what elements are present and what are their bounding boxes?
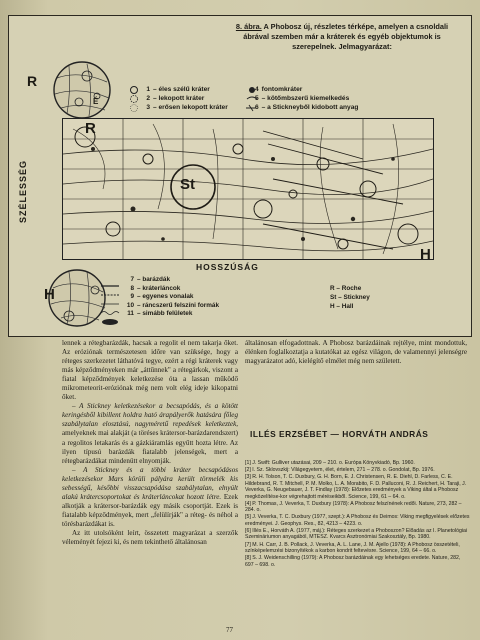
legend-crater-names — [330, 284, 370, 311]
references-list — [245, 460, 470, 569]
legend-surface — [120, 276, 219, 319]
map-label-roche: R — [85, 120, 96, 137]
legend-item: 11 – simább felületek — [127, 310, 193, 318]
legend-item: 8 – kráterláncok — [130, 284, 181, 292]
map-label-r-small: R — [27, 73, 38, 89]
legend-item: 9 – egyenes vonalak — [130, 293, 194, 301]
article-authors: ILLÉS ERZSÉBET — HORVÁTH ANDRÁS — [250, 429, 429, 439]
reference-item: [4] P. Thomas, J. Veverka, T. Duxbury (1978): A Phobosz felszínének redői. Nature, 273, 282 – 284. o. — [245, 500, 462, 514]
legend-name-item: R – Roche — [330, 285, 362, 292]
left-text-column — [62, 339, 238, 547]
figure-caption-label: 8. ábra. — [235, 22, 262, 31]
left-paragraph-2: – A Stickney keletkezésekor a becsapódás, és a kötött keringésből kibillent holdra ható árapályerők hatására főleg szabálytalan elosztású, nagyméretű repedések keletkeztek, amelyeknek mai alakját (a töréses krátersor-barázdarendszert) a regolitos letakarás és a gázkiáramlás egyűtt hozta létre. Az ilyen típusú barázdák fiatalabb jelenségek, mert a rétegbarázdákat mindenütt elnyomják. — [62, 402, 238, 465]
right-text-column — [245, 339, 467, 366]
phobos-map-svg — [63, 119, 433, 259]
phobos-map — [62, 118, 434, 260]
page-number: 77 — [226, 626, 233, 634]
legend-item: 2 – lekopott kráter — [146, 95, 205, 102]
right-paragraph-1: általánosan elfogadottnak. A Phobosz barázdáinak rejtélye, mint mondottuk, élénken foglalkoztatja a kutatókat az egész világon, de valamennyi jelenségre magyarázatot adó, kielégítő elmélet még nem született. — [245, 339, 467, 366]
legend-item: 1 – éles szélű kráter — [146, 86, 210, 93]
reference-item: [3] R. H. Tolson, T. C. Duxbury, G. H. Born, E. J. Christensen, R. E. Diehl, D. Farless, C. E. Hildebrand, R. T. Mitchell, P. M. Molko, L. A. Morabito, F. D. Palluconi, R. J. Reichert, H. Taraji, J. Veverka, G. Neugebauer, J. T. Findlay (1978): Előzetes eredmények a Viking által a Phobosz megközelítése-kor végrehajtott méréseikből. Science, 199, 61 – 64. o. — [245, 474, 467, 500]
reference-item: [1] J. Swift: Gulliver utazásai, 209 – 210. o. Európa Könyvkiadó, Bp. 1960. — [245, 460, 415, 466]
left-paragraph-1: lennek a rétegbarázdák, hacsak a regolit el nem takarja őket. Az eróziónak természetesen idõre van szüksége, hogy a réteges szerkezetet láthatóvá tegye, ezért a régi kráterek vagy más képződményeken már „áttűnnek" a rétegárkok, viszont a fiatal képződmények keletkezése óta a lassan működő mikrometeorit-eróziónak még nem volt elég ideje kikopatni őket. — [62, 339, 238, 402]
reference-item: [6] Illés E., Horváth A. (1977, máj.): Réteges szerkezet a Phoboszon? Előadás az I. Planetológiai Szemináriumon anyagából, MTESZ. Kvarcs Asztronómiai Szakosztály, Bp. 1980. — [245, 527, 468, 541]
map-label-north: É — [93, 97, 99, 106]
axis-longitude: HOSSZÚSÁG — [196, 262, 259, 272]
reference-item: [2] I. Sz. Sklovszkij: Világegyetem, élet, értelem, 271 – 278. o. Gondolat, Bp. 1976. — [245, 467, 435, 474]
map-label-hall-small: H — [44, 286, 55, 303]
legend-features — [255, 85, 358, 112]
legend-item: 10 – ráncszerű felszíni formák — [126, 301, 220, 309]
figure-caption-text: A Phobosz új, részletes térképe, amelyen a csnoldali ábrával szemben már a kráterek és egyéb objektumok is szerepelnek. Jelmagyarázat: — [243, 22, 449, 51]
legend-item: 6 – a Stickneyből kidobott anyag — [255, 104, 359, 111]
legend-item: 4 fontomkráter — [255, 86, 303, 93]
legend-craters — [140, 85, 228, 112]
legend-item: 7 – barázdák — [130, 276, 171, 283]
left-paragraph-3: – A Stickney és a többi kráter becsapódásos keletkezésekor Mars körüli pályára került törmelék kis sebességű, későbbi visszacsapódása szabálytalan, elnyúlt alakú krátercsoportokat és kráterláncokat hozott létre. Ezek alkotják a krátersor-barázdák egy másik csoportját. Ezek is fiatalabb képződmények, mert „felülírják" a réteg- és néhol a törésbarázdákat is. — [62, 465, 239, 528]
figure-caption — [226, 22, 458, 52]
legend-item: 5 – kötőmbszerű kiemelkedés — [255, 95, 350, 102]
legend-name-item: H – Hall — [330, 303, 354, 310]
left-paragraph-4: Az itt utolsóként leírt, összetett magyarázat a szerzők véleményét fejezi ki, és nem tekinthető általánosan — [62, 528, 238, 547]
reference-item: [7] M. H. Carr, J. B. Pollack, J. Veverka, A. L. Lane, J. M. Ajello (1978): A Phobosz összetételi, színképelemzési bizonyítékok a karbon kondrit feltevésre. Science, 199, 64 – 66. o. — [245, 541, 460, 555]
map-label-stickney: St — [180, 176, 195, 193]
legend-item: 3 – erősen lekopott kráter — [146, 104, 228, 111]
reference-item: [8] S. J. Weidenschilling (1979): A Phobosz barázdáinak egy lehetséges eredete. Nature, 282, 697 – 698. o. — [245, 555, 461, 568]
legend-name-item: St – Stickney — [330, 294, 370, 301]
reference-item: [5] J. Veverka, T. C. Duxbury (1977, szept.): A Phobosz és Deimos: Viking megfigyelések előzetes eredményei. J. Geophys. Res., 82, 4213 – 4223. o. — [245, 514, 470, 527]
map-label-hall: H — [420, 246, 431, 263]
axis-latitude: SZÉLESSÉG — [18, 160, 28, 224]
